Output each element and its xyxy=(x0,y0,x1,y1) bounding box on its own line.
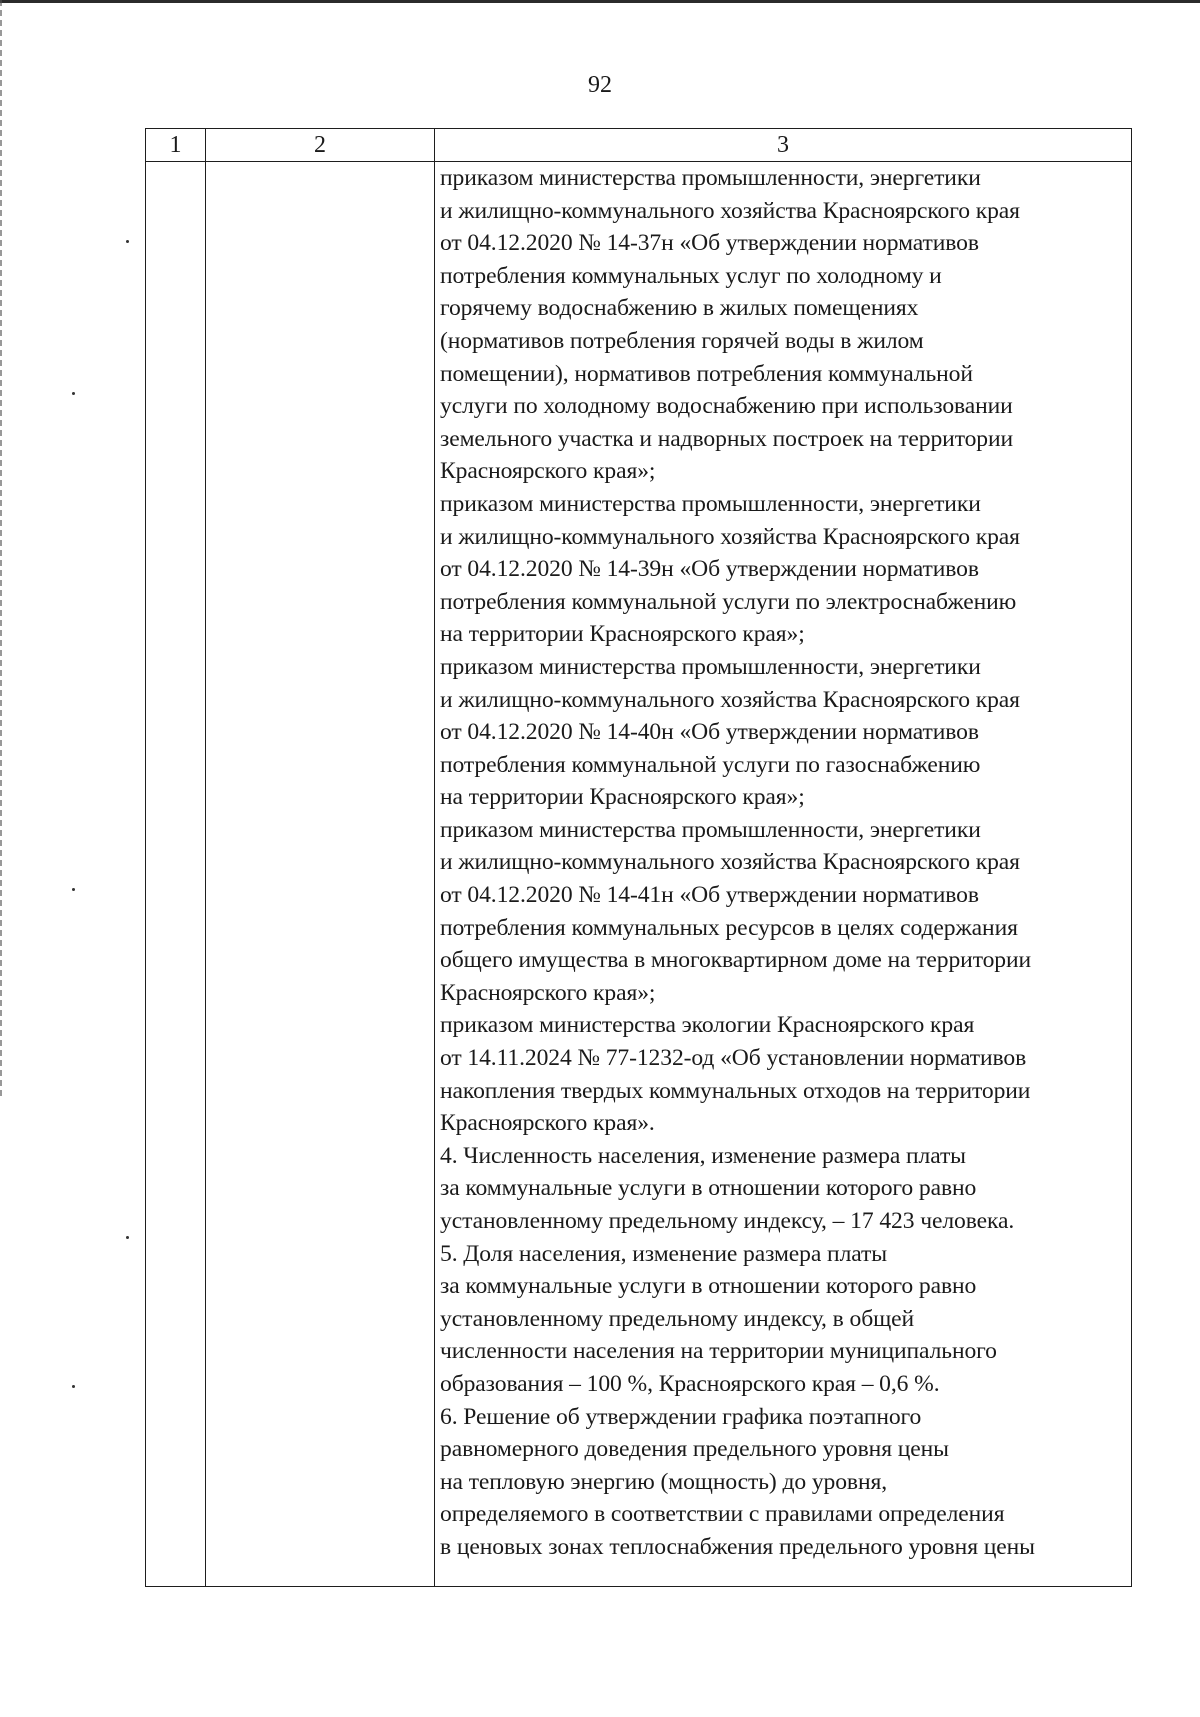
text-line: приказом министерства промышленности, энергетики xyxy=(440,653,981,680)
text-line: приказом министерства промышленности, энергетики xyxy=(440,490,981,517)
cell-col-3 xyxy=(435,162,1132,1587)
text-line: 4. Численность населения, изменение размера платы xyxy=(440,1142,966,1169)
text-line: в ценовых зонах теплоснабжения предельного уровня цены xyxy=(440,1533,1035,1560)
text-line: потребления коммунальной услуги по электроснабжению xyxy=(440,588,1017,615)
text-line: общего имущества в многоквартирном доме на территории xyxy=(440,947,1032,974)
table-header-row xyxy=(146,129,1132,162)
scan-top-border xyxy=(0,0,1200,3)
text-line: услуги по холодному водоснабжению при использовании xyxy=(440,393,1013,420)
text-line: и жилищно-коммунального хозяйства Красноярского края xyxy=(440,197,1020,224)
document-table xyxy=(145,128,1132,1587)
text-line: земельного участка и надворных построек на территории xyxy=(440,425,1014,452)
text-line: от 04.12.2020 № 14-37н «Об утверждении нормативов xyxy=(440,230,979,257)
header-col-3: 3 xyxy=(435,129,1132,162)
scan-speck xyxy=(126,240,129,243)
text-line: установленному предельному индексу, – 17 423 человека. xyxy=(440,1208,1015,1234)
text-line: приказом министерства экологии Красноярского края xyxy=(440,1012,975,1039)
table-row xyxy=(146,162,1132,1587)
text-line: от 04.12.2020 № 14-41н «Об утверждении нормативов xyxy=(440,882,979,909)
text-line: потребления коммунальной услуги по газоснабжению xyxy=(440,751,981,778)
scan-speck xyxy=(72,1385,75,1388)
text-line: 5. Доля населения, изменение размера платы xyxy=(440,1240,887,1267)
text-line: образования – 100 %, Красноярского края – 0,6 %. xyxy=(440,1370,940,1397)
text-line: приказом министерства промышленности, энергетики xyxy=(440,165,981,191)
text-line: накопления твердых коммунальных отходов на территории xyxy=(440,1077,1031,1104)
text-line: установленному предельному индексу, в общей xyxy=(440,1305,915,1332)
text-line: на территории Красноярского края»; xyxy=(440,784,805,811)
scan-speck xyxy=(72,888,75,891)
text-line: за коммунальные услуги в отношении которого равно xyxy=(440,1273,977,1300)
header-col-2: 2 xyxy=(206,129,435,162)
text-line: Красноярского края»; xyxy=(440,458,656,485)
cell-col-2 xyxy=(206,162,435,1587)
scan-left-border xyxy=(0,0,2,1100)
text-line: на территории Красноярского края»; xyxy=(440,621,805,648)
text-line: Красноярского края»; xyxy=(440,979,656,1006)
text-line: Красноярского края». xyxy=(440,1110,655,1137)
text-line: равномерного доведения предельного уровня цены xyxy=(440,1436,949,1463)
cell-col-1 xyxy=(146,162,206,1587)
column3-text-block xyxy=(440,162,1131,1564)
text-line: за коммунальные услуги в отношении которого равно xyxy=(440,1175,977,1202)
text-line: 6. Решение об утверждении графика поэтапного xyxy=(440,1403,922,1430)
text-line: от 04.12.2020 № 14-39н «Об утверждении нормативов xyxy=(440,556,979,583)
text-line: на тепловую энергию (мощность) до уровня, xyxy=(440,1468,888,1495)
scan-speck xyxy=(126,1236,129,1239)
text-line: горячему водоснабжению в жилых помещениях xyxy=(440,295,919,322)
text-line: и жилищно-коммунального хозяйства Красноярского края xyxy=(440,523,1020,550)
header-col-1: 1 xyxy=(146,129,206,162)
text-line: от 04.12.2020 № 14-40н «Об утверждении нормативов xyxy=(440,719,979,746)
text-line: потребления коммунальных услуг по холодному и xyxy=(440,262,942,289)
text-line: определяемого в соответствии с правилами определения xyxy=(440,1501,1005,1528)
scan-speck xyxy=(72,392,75,395)
text-line: приказом министерства промышленности, энергетики xyxy=(440,816,981,843)
text-line: (нормативов потребления горячей воды в жилом xyxy=(440,327,924,354)
text-line: и жилищно-коммунального хозяйства Красноярского края xyxy=(440,849,1020,876)
text-line: потребления коммунальных ресурсов в целях содержания xyxy=(440,914,1018,941)
text-line: помещении), нормативов потребления коммунальной xyxy=(440,360,973,387)
page-number: 92 xyxy=(588,72,612,98)
text-line: от 14.11.2024 № 77-1232-од «Об установлении нормативов xyxy=(440,1045,1027,1072)
text-line: и жилищно-коммунального хозяйства Красноярского края xyxy=(440,686,1020,713)
text-line: численности населения на территории муниципального xyxy=(440,1338,997,1365)
